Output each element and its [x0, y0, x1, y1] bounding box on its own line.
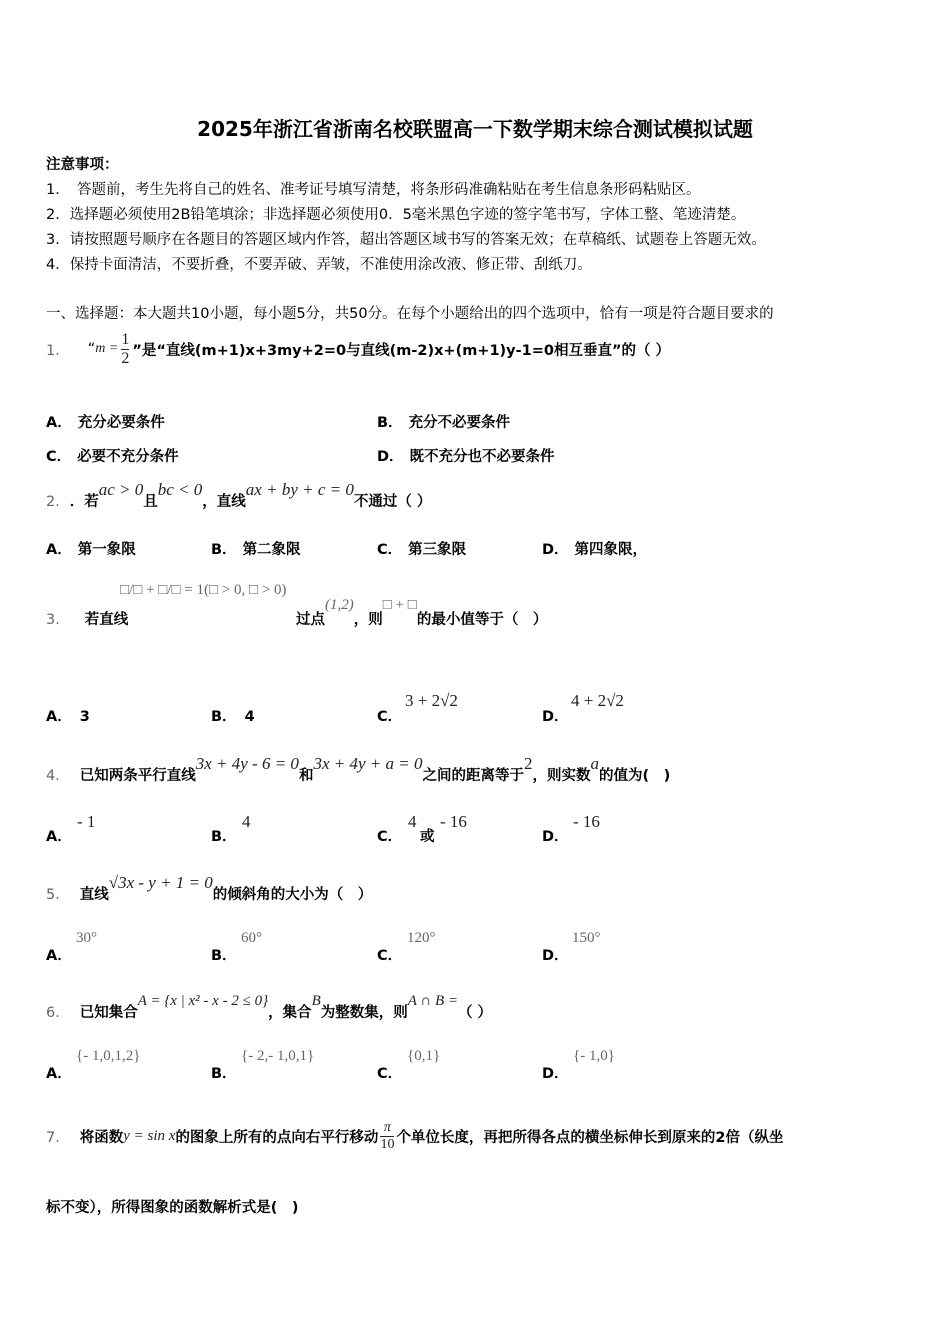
- question-7: 7． 将函数 y = sin x 的图象上所有的点向右平行移动 $\frac{\pi}{10}$ 个单位长度，再把所得各点的横坐标伸长到原来的2倍（纵坐: [46, 1120, 784, 1152]
- option-c-or: 或: [420, 829, 435, 845]
- option-c-value-2: - 16: [440, 812, 467, 831]
- question-5: 5． 直线 √3x - y + 1 = 0 的倾斜角的大小为（ ）: [46, 873, 373, 903]
- question-text: ”是“直线(m+1)x+3my+2=0与直线(m-2)x+(m+1)y-1=0相互垂直”的（ ）: [132, 342, 671, 359]
- math-set-b: B: [311, 992, 321, 1009]
- math-sum: □ + □: [382, 597, 417, 613]
- question-number: 2．: [46, 493, 70, 510]
- option-c-value: 120°: [407, 930, 436, 946]
- question-number: 6．: [46, 1004, 70, 1021]
- math-set-a: A = {x | x² - x - 2 ≤ 0}: [137, 992, 269, 1009]
- option-d[interactable]: D．: [542, 709, 569, 725]
- option-c[interactable]: C．: [377, 709, 403, 725]
- notice-item: 3．请按照题号顺序在各题目的答题区域内作答，超出答题区域书写的答案无效；在草稿纸、试题卷上答题无效。: [46, 232, 766, 248]
- option-a-value: 30°: [76, 930, 97, 946]
- option-a[interactable]: A．: [46, 829, 72, 845]
- question-1: [46, 327, 670, 371]
- line-equation: □/□ + □/□ = 1(□ > 0, □ > 0): [120, 582, 287, 598]
- option-d[interactable]: D． 第四象限，: [542, 542, 648, 558]
- option-a[interactable]: A． 第一象限: [46, 542, 136, 558]
- section-heading: 一、选择题：本大题共10小题，每小题5分，共50分。在每个小题给出的四个选项中，恰有一项是符合题目要求的: [46, 306, 774, 322]
- option-c[interactable]: C．: [377, 1066, 403, 1082]
- fraction-one-half: $\frac{1}{2}$: [121, 330, 130, 367]
- math-intersection: A ∩ B =: [407, 992, 458, 1009]
- question-number: 7．: [46, 1129, 70, 1146]
- notice-item: 4．保持卡面清洁，不要折叠，不要弄破、弄皱，不准使用涂改液、修正带、刮纸刀。: [46, 257, 592, 273]
- option-a[interactable]: A．: [46, 1066, 72, 1082]
- question-6: 6． 已知集合 A = {x | x² - x - 2 ≤ 0} ，集合 B 为整数集，则 A ∩ B = （ ）: [46, 992, 493, 1021]
- option-c-value-1: 4: [408, 812, 417, 831]
- option-d[interactable]: D．: [542, 829, 569, 845]
- question-3-end: 过点 (1,2) ，则 □ + □ 的最小值等于（ ）: [296, 597, 548, 628]
- option-a[interactable]: A．: [46, 948, 72, 964]
- option-c[interactable]: C． 第三象限: [377, 542, 467, 558]
- option-c[interactable]: C．: [377, 948, 403, 964]
- notice-item: 2．选择题必须使用2B铅笔填涂；非选择题必须使用0．5毫米黑色字迹的签字笔书写，字体工整、笔迹清楚。: [46, 207, 746, 223]
- notice-heading: 注意事项：: [46, 157, 119, 173]
- option-d[interactable]: D．: [542, 1066, 569, 1082]
- option-d-value: {- 1,0}: [573, 1048, 615, 1064]
- option-d[interactable]: D． 既不充分也不必要条件: [377, 449, 555, 465]
- question-2: 2． ．若 ac > 0 且 bc < 0 ，直线 ax + by + c = 0 不通过（ ）: [46, 480, 432, 510]
- question-number: 3．: [46, 612, 70, 628]
- option-d-value: 150°: [572, 930, 601, 946]
- option-a-value: {- 1,0,1,2}: [76, 1048, 141, 1064]
- option-a[interactable]: A． 充分必要条件: [46, 415, 165, 431]
- math-a: a: [590, 754, 599, 773]
- math-point: (1,2): [325, 597, 354, 613]
- question-7-cont: 标不变），所得图象的函数解析式是( ): [46, 1200, 299, 1216]
- option-a-value: - 1: [77, 812, 96, 831]
- option-b-value: 60°: [241, 930, 262, 946]
- option-b[interactable]: B． 4: [211, 709, 255, 725]
- math-bc: bc < 0: [157, 480, 203, 499]
- question-number: 1．: [46, 342, 70, 359]
- option-b-value: 4: [242, 812, 251, 831]
- option-b[interactable]: B． 第二象限: [211, 542, 301, 558]
- fraction-pi-over-10: $\frac{\pi}{10}$: [380, 1120, 395, 1152]
- option-b[interactable]: B．: [211, 948, 237, 964]
- question-3-start: 3． 若直线: [46, 612, 129, 628]
- option-b-value: {- 2,- 1,0,1}: [241, 1048, 315, 1064]
- option-c-value: {0,1}: [407, 1048, 441, 1064]
- option-d-value: - 16: [573, 812, 600, 831]
- math-line-1: 3x + 4y - 6 = 0: [195, 754, 299, 773]
- question-number: 5．: [46, 886, 70, 903]
- math-function: y = sin x: [123, 1127, 176, 1144]
- notice-item: 1． 答题前，考生先将自己的姓名、准考证号填写清楚，将条形码准确粘贴在考生信息条形码粘贴区。: [46, 182, 701, 198]
- option-c-value: 3 + 2√2: [405, 691, 458, 710]
- math-distance: 2: [523, 754, 533, 773]
- option-d[interactable]: D．: [542, 948, 569, 964]
- option-b[interactable]: B． 充分不必要条件: [377, 415, 511, 431]
- math-ac: ac > 0: [98, 480, 144, 499]
- question-number: 4．: [46, 767, 70, 784]
- option-d-value: 4 + 2√2: [571, 691, 624, 710]
- math-line: ax + by + c = 0: [245, 480, 354, 499]
- option-c[interactable]: C．: [377, 829, 403, 845]
- math-m: m =: [95, 341, 119, 356]
- option-a[interactable]: A． 3: [46, 709, 90, 725]
- quote-mark: “: [87, 341, 96, 357]
- option-b[interactable]: B．: [211, 1066, 237, 1082]
- math-line-2: 3x + 4y + a = 0: [313, 754, 423, 773]
- question-4: 4． 已知两条平行直线 3x + 4y - 6 = 0 和 3x + 4y + a = 0 之间的距离等于 2 ，则实数 a 的值为( ): [46, 754, 671, 784]
- option-b[interactable]: B．: [211, 829, 237, 845]
- page-title: 2025年浙江省浙南名校联盟高一下数学期末综合测试模拟试题: [197, 117, 753, 141]
- option-c[interactable]: C． 必要不充分条件: [46, 449, 179, 465]
- math-line: √3x - y + 1 = 0: [108, 873, 213, 892]
